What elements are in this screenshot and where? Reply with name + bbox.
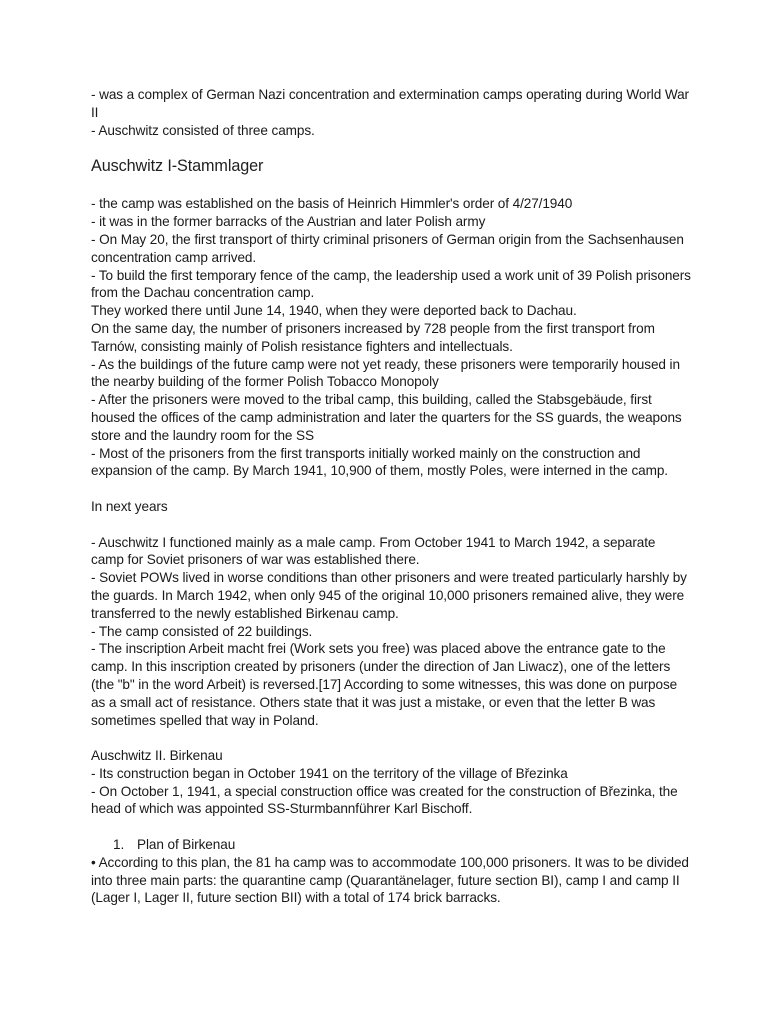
intro-line-1: - was a complex of German Nazi concentration and extermination camps operating during World War II: [91, 87, 689, 120]
numbered-list-item: [91, 836, 691, 854]
list-item-title: Plan of Birkenau: [137, 837, 236, 853]
spacer: [91, 729, 691, 747]
list-number: 1.: [113, 837, 125, 853]
paragraph: - On October 1, 1941, a special construction office was created for the construction of Březinka, the head of which was appointed SS-Sturmbannführer Karl Bischoff.: [91, 783, 678, 817]
spacer: [91, 516, 691, 534]
paragraph: - On May 20, the first transport of thirty criminal prisoners of German origin from the Sachsenhausen concentration camp arrived.: [91, 231, 684, 265]
section-heading-auschwitz-i: Auschwitz I-Stammlager: [91, 157, 264, 176]
paragraph: They worked there until June 14, 1940, when they were deported back to Dachau.: [91, 303, 577, 319]
paragraph: - The camp consisted of 22 buildings.: [91, 623, 313, 639]
paragraph: - Its construction began in October 1941 on the territory of the village of Březinka: [91, 765, 568, 781]
bullet-paragraph: • According to this plan, the 81 ha camp was to accommodate 100,000 prisoners. It was to be divided into three main parts: the quarantine camp (Quarantänelager, future section BI), camp I and camp II (Lager I, Lager II, future section BII) with a total of 174 brick barracks.: [91, 854, 689, 906]
paragraph: - Most of the prisoners from the first transports initially worked mainly on the construction and expansion of the camp. By March 1941, 10,900 of them, mostly Poles, were interned in the camp.: [91, 445, 668, 479]
paragraph: On the same day, the number of prisoners increased by 728 people from the first transport from Tarnów, consisting mainly of Polish resistance fighters and intellectuals.: [91, 320, 655, 354]
paragraph: - it was in the former barracks of the Austrian and later Polish army: [91, 214, 486, 230]
spacer: [91, 818, 691, 836]
paragraph: - Soviet POWs lived in worse conditions than other prisoners and were treated particularly harshly by the guards. In March 1942, when only 945 of the original 10,000 prisoners remained alive, they were transferred to the newly established Birkenau camp.: [91, 570, 687, 621]
paragraph: - As the buildings of the future camp were not yet ready, these prisoners were temporarily housed in the nearby building of the former Polish Tobacco Monopoly: [91, 356, 680, 390]
document-page: [91, 86, 691, 907]
paragraph: - Auschwitz I functioned mainly as a male camp. From October 1941 to March 1942, a separate camp for Soviet prisoners of war was established there.: [91, 534, 656, 568]
intro-line-2: - Auschwitz consisted of three camps.: [91, 122, 315, 138]
spacer: [91, 480, 691, 498]
paragraph: - The inscription Arbeit macht frei (Work sets you free) was placed above the entrance gate to the camp. In this inscription created by prisoners (under the direction of Jan Liwacz), one of the letters (the "b" in the word Arbeit) is reversed.[17] According to some witnesses, this was done on purpose as a small act of resistance. Others state that it was just a mistake, or even that the letter B was sometimes spelled that way in Poland.: [91, 641, 678, 728]
subheading-next-years: In next years: [91, 498, 168, 514]
subheading-birkenau: Auschwitz II. Birkenau: [91, 748, 223, 764]
paragraph: - After the prisoners were moved to the tribal camp, this building, called the Stabsgebäude, first housed the offices of the camp administration and later the quarters for the SS guards, the weapons store and the laundry room for the SS: [91, 392, 682, 443]
paragraph: - To build the first temporary fence of the camp, the leadership used a work unit of 39 Polish prisoners from the Dachau concentration camp.: [91, 267, 691, 301]
paragraph: - the camp was established on the basis of Heinrich Himmler's order of 4/27/1940: [91, 196, 573, 212]
